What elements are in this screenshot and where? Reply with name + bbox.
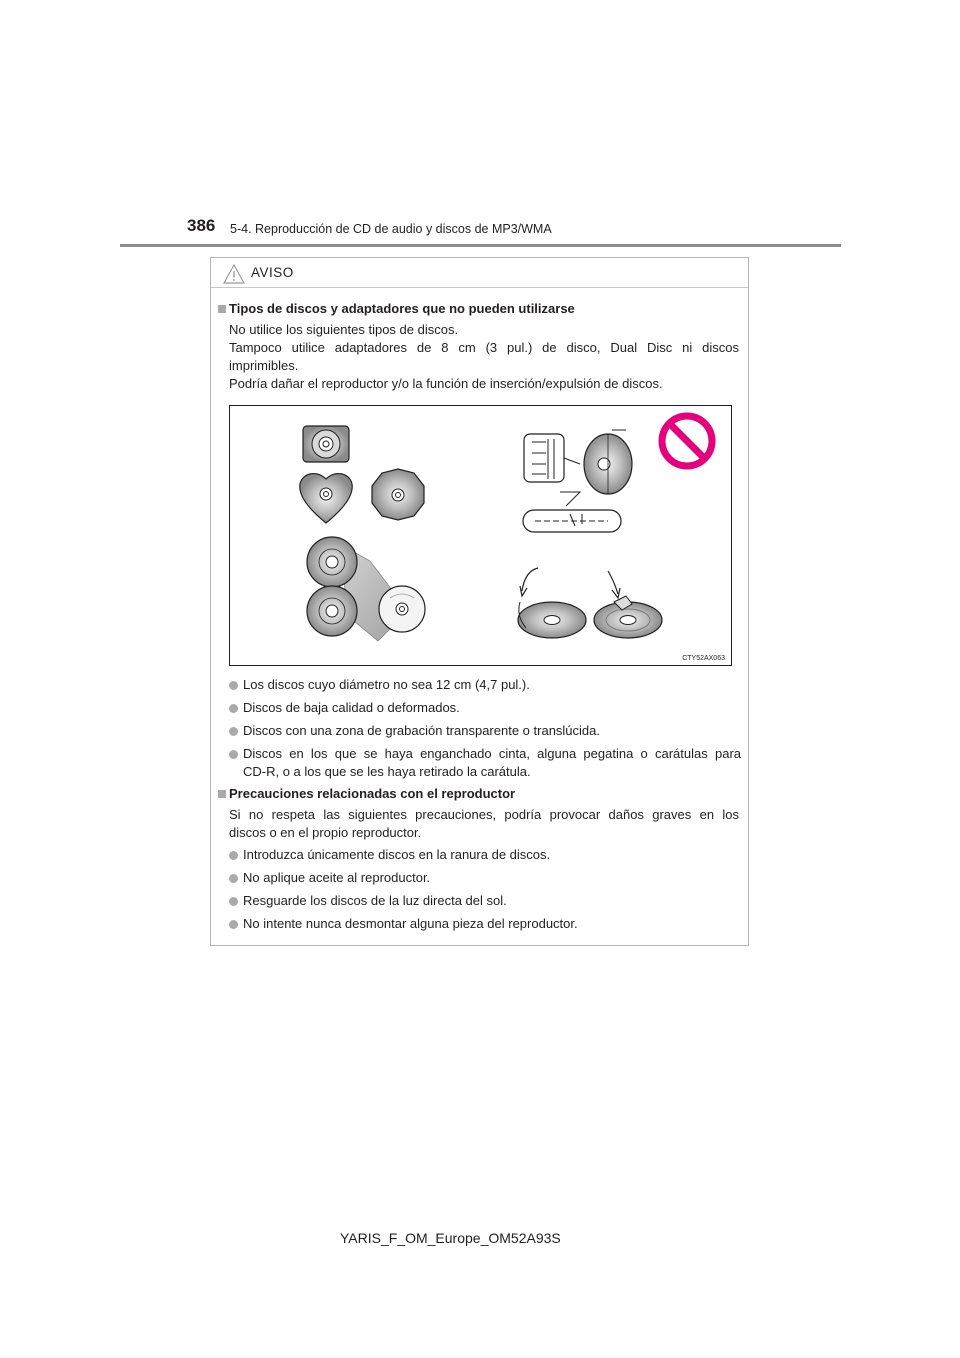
disc-with-tape — [518, 568, 586, 638]
bullet-text: Discos con una zona de grabación transparente o translúcida. — [243, 723, 600, 738]
bullet-text: Resguarde los discos de la luz directa del sol. — [243, 893, 507, 908]
bullet-text: Discos en los que se haya enganchado cinta, alguna pegatina o carátulas para — [243, 746, 741, 761]
figure-code: CTY52AX063 — [682, 655, 725, 662]
section-square-bullet — [218, 305, 226, 313]
bullet-dot — [229, 897, 238, 906]
prohibition-icon — [662, 416, 712, 466]
transparent-disc — [379, 586, 425, 632]
bullet-text: Introduzca únicamente discos en la ranura de discos. — [243, 847, 551, 862]
bullet-dot — [229, 681, 238, 690]
disc-illustration — [229, 405, 732, 666]
small-disc — [307, 586, 357, 636]
warning-triangle-icon — [223, 264, 245, 284]
section1-paragraph-line: Tampoco utilice adaptadores de 8 cm (3 pul.) de disco, Dual Disc ni discos — [229, 340, 739, 355]
bullet-text: Discos de baja calidad o deformados. — [243, 700, 460, 715]
document-code: YARIS_F_OM_Europe_OM52A93S — [340, 1230, 561, 1246]
section-title: 5-4. Reproducción de CD de audio y discos de MP3/WMA — [230, 222, 552, 236]
section-square-bullet — [218, 790, 226, 798]
bullet-text: CD-R, o a los que se les haya retirado la carátula. — [243, 764, 531, 779]
header-rule — [120, 244, 841, 247]
bullet-text: No aplique aceite al reproductor. — [243, 870, 431, 885]
bullet-dot — [229, 727, 238, 736]
warning-header — [211, 258, 748, 288]
bullet-text: No intente nunca desmontar alguna pieza del reproductor. — [243, 916, 578, 931]
bullet-dot — [229, 920, 238, 929]
bullet-dot — [229, 851, 238, 860]
section2-paragraph-line: Si no respeta las siguientes precauciones, podría provocar daños graves en los — [229, 807, 739, 822]
warning-box — [210, 257, 749, 946]
square-disc — [303, 426, 349, 462]
warning-label: AVISO — [251, 265, 294, 280]
section2-heading: Precauciones relacionadas con el reproductor — [229, 786, 516, 801]
polygon-disc — [372, 469, 424, 520]
section1-paragraph-line: Podría dañar el reproductor y/o la función de inserción/expulsión de discos. — [229, 376, 663, 391]
bullet-dot — [229, 874, 238, 883]
section1-paragraph-line: No utilice los siguientes tipos de discos. — [229, 322, 459, 337]
disc-with-sticker — [594, 571, 662, 638]
bullet-text: Los discos cuyo diámetro no sea 12 cm (4,7 pul.). — [243, 677, 530, 692]
section2-paragraph-line: discos o en el propio reproductor. — [229, 825, 422, 840]
dual-disc — [523, 430, 632, 532]
small-disc — [307, 537, 357, 587]
section1-heading: Tipos de discos y adaptadores que no pueden utilizarse — [229, 301, 575, 316]
page-number: 386 — [187, 216, 216, 235]
section1-paragraph-line: imprimibles. — [229, 358, 299, 373]
bullet-dot — [229, 704, 238, 713]
bullet-dot — [229, 750, 238, 759]
heart-disc — [300, 474, 352, 523]
